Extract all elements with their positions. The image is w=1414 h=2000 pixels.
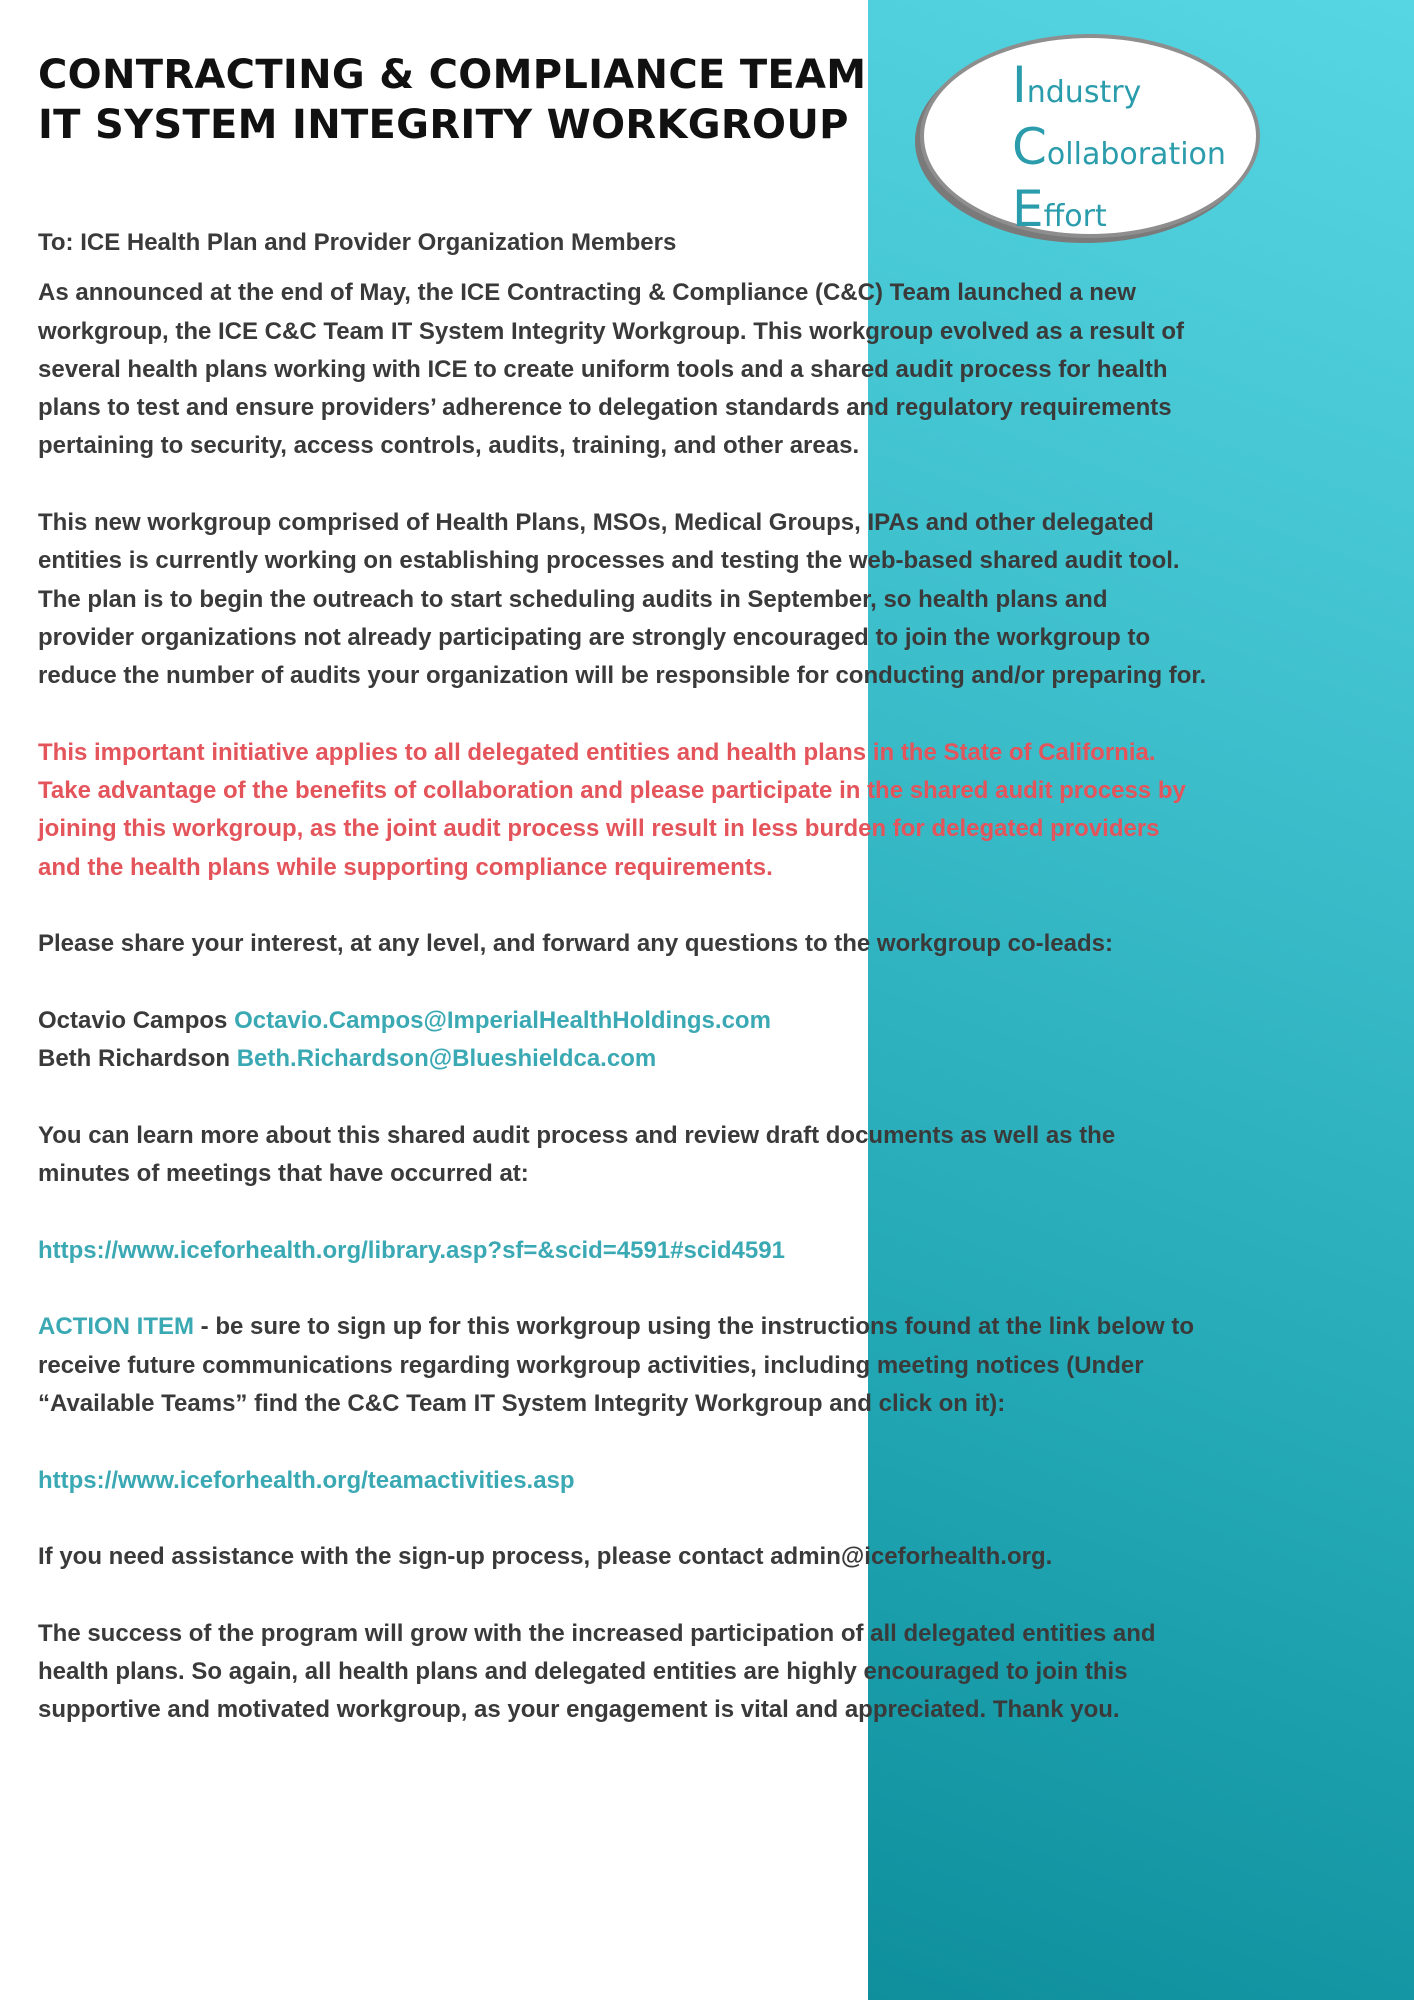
contact-email-link[interactable]: Octavio.Campos@ImperialHealthHoldings.com <box>234 1006 771 1034</box>
action-item-paragraph <box>38 1308 1208 1423</box>
recipient-line: To: ICE Health Plan and Provider Organization Members <box>38 229 677 256</box>
logo-line-effort: Effort <box>1012 180 1107 238</box>
closing-paragraph: The success of the program will grow with the increased participation of all delegated entities and health plans. So again, all health plans and delegated entities are highly encouraged to join this supportive and motivated workgroup, as your engagement is vital and appreciated. Thank you. <box>38 1619 1156 1724</box>
title-line-2: IT SYSTEM INTEGRITY WORKGROUP <box>38 102 849 148</box>
library-link-line <box>38 1232 1208 1270</box>
team-activities-link-line <box>38 1462 1208 1500</box>
contacts-block <box>38 1002 1208 1079</box>
ice-logo <box>920 34 1266 246</box>
workgroup-paragraph: This new workgroup comprised of Health Plans, MSOs, Medical Groups, IPAs and other delegated entities is currently working on establishing processes and testing the web-based shared audit tool. The plan is to begin the outreach to start scheduling audits in September, so health plans and provider organizations not already participating are strongly encouraged to join the workgroup to reduce the number of audits your organization will be responsible for conducting and/or preparing for. <box>38 509 1207 690</box>
share-interest-paragraph: Please share your interest, at any level, and forward any questions to the workgroup co-leads: <box>38 930 1113 958</box>
team-activities-link[interactable]: https://www.iceforhealth.org/teamactivities.asp <box>38 1466 575 1494</box>
contact-email-link[interactable]: Beth.Richardson@Blueshieldca.com <box>236 1045 657 1073</box>
title-line-1: CONTRACTING & COMPLIANCE TEAM <box>38 52 867 98</box>
logo-text <box>1012 58 1226 244</box>
learn-more-paragraph: You can learn more about this shared audit process and review draft documents as well as the minutes of meetings that have occurred at: <box>38 1121 1116 1188</box>
logo-line-collaboration: Collaboration <box>1012 118 1226 176</box>
page-title <box>38 50 866 150</box>
logo-line-industry: Industry <box>1012 56 1142 114</box>
initiative-alert-paragraph: This important initiative applies to all delegated entities and health plans in the State of California. Take advantage of the benefits of collaboration and please participate in the shared audit process by joining this workgroup, as the joint audit process will result in less burden for delegated providers and the health plans while supporting compliance requirements. <box>38 738 1186 881</box>
contact-name: Beth Richardson <box>38 1045 231 1073</box>
action-item-label: ACTION ITEM <box>38 1313 194 1341</box>
contact-row <box>38 1007 771 1034</box>
assistance-paragraph: If you need assistance with the sign-up process, please contact admin@iceforhealth.org. <box>38 1543 1053 1571</box>
contact-row <box>38 1045 656 1072</box>
contact-name: Octavio Campos <box>38 1006 228 1034</box>
library-link[interactable]: https://www.iceforhealth.org/library.asp?sf=&scid=4591#scid4591 <box>38 1236 785 1264</box>
letter-body <box>38 224 1208 1730</box>
action-item-text: - be sure to sign up for this workgroup using the instructions found at the link below to receive future communications regarding workgroup activities, including meeting notices (Under “Available Teams” find the C&C Team IT System Integrity Workgroup and click on it): <box>38 1313 1194 1417</box>
intro-paragraph: As announced at the end of May, the ICE Contracting & Compliance (C&C) Team launched a new workgroup, the ICE C&C Team IT System Integrity Workgroup. This workgroup evolved as a result of several health plans working with ICE to create uniform tools and a shared audit process for health plans to test and ensure providers’ adherence to delegation standards and regulatory requirements pertaining to security, access controls, audits, training, and other areas. <box>38 279 1184 460</box>
